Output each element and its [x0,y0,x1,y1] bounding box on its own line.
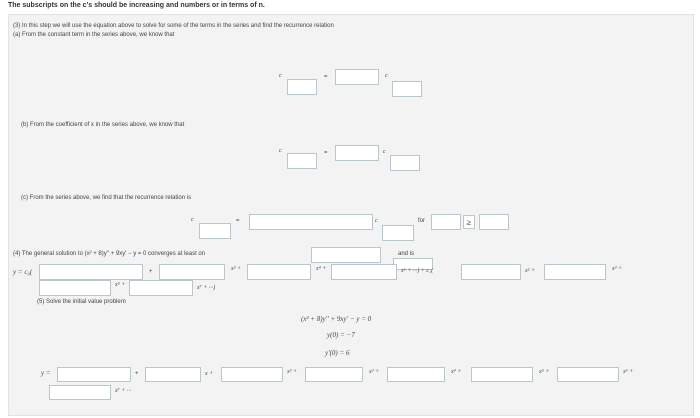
step5-plus-0: + [135,371,139,377]
step4-text: (4) The general solution to (x² + 8)y'' + 9xy' − y = 0 converges at least on [13,251,206,257]
step5-coef-x4[interactable] [387,367,445,382]
step5-text: (5) Solve the initial value problem [37,299,126,305]
problem-panel [8,14,694,416]
step5-x7-label: x⁷ + ··· [115,388,132,394]
step3a-input-2[interactable] [335,69,379,85]
step3c-text: (c) From the series above, we find that the recurrence relation is [21,195,192,201]
step3c-subscript-input-1[interactable] [199,223,231,239]
step3a-subscript-input-3[interactable] [392,81,422,97]
step3b-c2: c [383,149,386,155]
step5-coef-x5[interactable] [471,367,533,382]
step5-ode: (x² + 8)y'' + 9xy' − y = 0 [301,315,372,323]
step5-coef-x3[interactable] [305,367,363,382]
step4-x4-label: x⁴ + [316,266,327,272]
step4-c1-coef-x7[interactable] [129,280,193,296]
step3c-subscript-input-2[interactable] [382,225,414,241]
step3a-c2: c [385,73,388,79]
step3a-c: c [279,73,282,79]
step3c-c2: c [375,218,378,224]
step5-ic2: y'(0) = 6 [325,349,350,357]
step4-x5-label: x⁵ + [115,282,126,288]
step5-x5-label: x⁵ + [539,369,550,375]
step5-x3-label: x³ + [369,369,380,375]
step3c-for: for [418,218,426,224]
step4-x2-label: x² + [231,266,242,272]
step4-c1-coef-x3[interactable] [544,264,606,280]
step3-line1: (3) In this step we will use the equation above to solve for some of the terms in the series and find the recurrence relation [13,23,334,29]
step4-x-plus: x² + [525,268,536,274]
step5-x4-label: x⁴ + [451,369,462,375]
step3b-c: c [279,148,282,154]
step4-c1-coef-x5[interactable] [39,280,111,296]
step4-x7-label: x⁷ + ···) [197,285,216,291]
step3b-equals: = [324,150,328,156]
step4-plus-1: + [149,269,153,275]
step5-x2-label: x² + [287,369,298,375]
step3a-text: (a) From the constant term in the series above, we know that [13,32,175,38]
step4-c0-coef-x6[interactable] [331,264,397,280]
step5-coef-x2[interactable] [221,367,283,382]
step3a-subscript-input-1[interactable] [287,79,317,95]
step4-x3-label: x³ + [612,266,623,272]
step4-x6-label: x⁶ + ···) + c₁( [401,268,434,274]
step3b-input-2[interactable] [335,145,379,161]
step3a-equals: = [324,74,328,80]
step5-coef-x[interactable] [145,367,201,382]
step4-c1-coef-x[interactable] [461,264,521,280]
step4-c0-coef-0[interactable] [39,264,143,280]
step5-x6-label: x⁶ + [623,369,634,375]
step4-y-eq-c0: y = c₀( [13,268,33,276]
step3c-c: c [191,217,194,223]
step3c-rhs-input[interactable] [249,214,373,230]
step3c-equals: = [236,218,240,224]
step3c-relation-select[interactable]: ≥ [463,215,475,229]
step4-c0-coef-x4[interactable] [247,264,311,280]
step4-c0-coef-x2[interactable] [159,264,225,280]
step5-coef-0[interactable] [57,367,131,382]
step5-y-eq: y = [41,369,51,377]
step4-and-is: and is [398,251,415,257]
step5-coef-x6[interactable] [557,367,619,382]
step5-coef-x7[interactable] [49,385,111,400]
step3c-index-input[interactable] [431,214,461,230]
step3c-bound-input[interactable] [479,214,509,230]
step5-x-label: x + [205,371,214,377]
step3b-text: (b) From the coefficient of x in the series above, we know that [21,122,185,128]
step3b-subscript-input-1[interactable] [287,153,317,169]
step3b-subscript-input-3[interactable] [390,155,420,171]
step5-ic1: y(0) = −7 [327,331,355,339]
header-note: The subscripts on the c's should be increasing and numbers or in terms of n. [8,2,265,9]
step4-interval-input[interactable] [311,247,381,263]
